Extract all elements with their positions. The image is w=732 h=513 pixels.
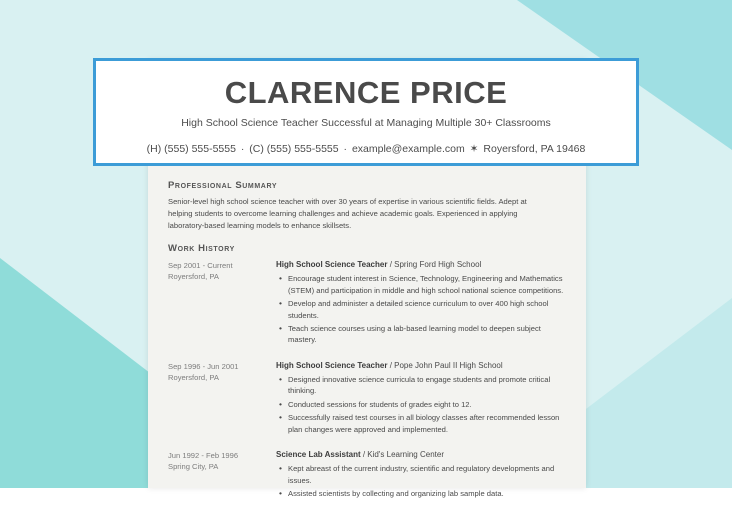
- section-title-work-history: Work History: [168, 243, 235, 255]
- email-address[interactable]: example@example.com: [351, 143, 465, 155]
- job-location: Royersford, PA: [168, 372, 219, 382]
- work-history-entry: [168, 360, 566, 437]
- separator-dot: ·: [240, 143, 245, 155]
- job-title-line: [276, 360, 566, 371]
- job-dates-location: [168, 449, 276, 501]
- job-dates: Sep 2001 - Current: [168, 261, 233, 271]
- job-company: / Spring Ford High School: [389, 260, 482, 270]
- work-history-entry: [168, 259, 566, 348]
- resume-body: [168, 180, 566, 513]
- job-details: [276, 360, 566, 437]
- location: Royersford, PA 19468: [483, 143, 586, 155]
- job-bullets: [276, 374, 566, 435]
- job-bullet: • Assisted scientists by collecting and organizing lab sample data.: [288, 488, 566, 499]
- cell-phone: (C) (555) 555-5555: [249, 143, 339, 155]
- job-bullet: • Conducted sessions for students of grades eight to 12.: [288, 399, 566, 410]
- job-company: / Kid's Learning Center: [362, 449, 444, 459]
- professional-summary-text: Senior-level high school science teacher with over 30 years of expertise in various scientific fields. Adept at helping students to overcome learning challenges and achieve academic goals. Experienced in applying laboratory-based learning models to enhance skillsets.: [168, 197, 527, 230]
- job-bullet: • Kept abreast of the current industry, scientific and regulatory developments and issues.: [288, 463, 566, 486]
- work-history-entry: [168, 449, 566, 501]
- job-bullets: [276, 273, 566, 345]
- job-bullet: • Encourage student interest in Science, Technology, Engineering and Mathematics (STEM) and participation in middle and high school national science competitions.: [288, 273, 566, 296]
- job-title: Science Lab Assistant: [276, 449, 361, 459]
- job-dates-location: [168, 360, 276, 437]
- job-location: Royersford, PA: [168, 272, 219, 282]
- work-history-section: [168, 243, 566, 501]
- resume-header: [93, 58, 639, 166]
- separator-star: ✶: [469, 143, 479, 155]
- job-bullets: [276, 463, 566, 499]
- section-title-professional-summary: Professional Summary: [168, 180, 278, 191]
- headline-tagline: High School Science Teacher Successful at Managing Multiple 30+ Classrooms: [181, 117, 551, 129]
- job-bullet: • Develop and administer a detailed science curriculum to over 400 high school students.: [288, 298, 566, 321]
- job-dates: Sep 1996 - Jun 2001: [168, 361, 239, 371]
- job-bullet: • Successfully raised test courses in all biology classes after recommended lesson plan changes were approved and implemented.: [288, 412, 566, 435]
- separator-dot: ·: [343, 143, 348, 155]
- job-company: / Pope John Paul II High School: [389, 360, 503, 370]
- job-details: [276, 449, 566, 501]
- job-bullet: • Designed innovative science curricula to engage students and promote critical thinking.: [288, 374, 566, 397]
- job-title-line: [276, 259, 566, 270]
- contact-line: [96, 143, 636, 155]
- job-title-line: [276, 449, 566, 460]
- home-phone: (H) (555) 555-5555: [146, 143, 236, 155]
- job-bullet: • Teach science courses using a lab-based learning model to deepen subject mastery.: [288, 323, 566, 346]
- job-location: Spring City, PA: [168, 461, 219, 471]
- page-title: CLARENCE PRICE: [224, 75, 508, 110]
- professional-summary-section: [168, 180, 566, 231]
- job-details: [276, 259, 566, 348]
- job-dates: Jun 1992 - Feb 1996: [168, 450, 239, 460]
- job-dates-location: [168, 259, 276, 348]
- job-title: High School Science Teacher: [276, 360, 388, 370]
- job-title: High School Science Teacher: [276, 260, 388, 270]
